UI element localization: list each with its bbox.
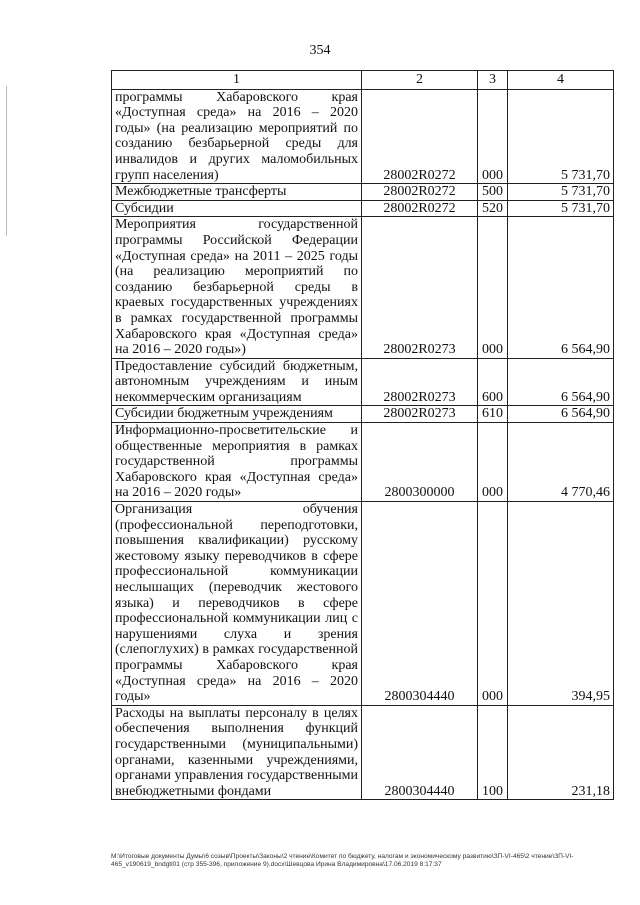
table-row [112,89,614,184]
amount-cell: 394,95 [508,502,614,706]
amount-cell: 6 564,90 [508,406,614,423]
table-row [112,502,614,706]
budget-table [111,70,614,800]
table-row [112,184,614,201]
expense-type-cell: 500 [478,184,508,201]
table-row [112,200,614,217]
expense-name-cell: Расходы на выплаты персоналу в целях обеспечения выполнения функций государственными (муниципальными) органами, казенными учреждениями, органами управления государственными внебюджетными фондами [112,705,362,800]
expense-type-cell: 610 [478,406,508,423]
file-path-footer: M:\Итоговые документы Думы\6 созыв\Проекты\Законы\2 чтение\Комитет по бюджету, налогам и экономическому развитию\ЗП-VI-465\2 чтение\ЗП-VI-465_v190619_bndgtl01 (стр 355-396, приложение 9).docx\Шевцова Ирина Владимировна\17.06.2019 8:17:37 [111,853,574,868]
amount-cell: 231,18 [508,705,614,800]
expense-name-cell: программы Хабаровского края «Доступная среда» на 2016 – 2020 годы» (на реализацию мероприятий по созданию безбарьерной среды для инвалидов и других маломобильных групп населения) [112,89,362,184]
header-cell: 1 [112,71,362,90]
amount-cell: 5 731,70 [508,200,614,217]
target-code-cell: 2800304440 [362,502,478,706]
expense-name-cell: Мероприятия государственной программы Российской Федерации «Доступная среда» на 2011 – 2025 годы (на реализацию мероприятий по созданию безбарьерной среды в краевых государственных учреждениях в рамках государственной программы Хабаровского края «Доступная среда» на 2016 – 2020 годы») [112,217,362,358]
target-code-cell: 2800304440 [362,705,478,800]
table-row [112,406,614,423]
amount-cell: 5 731,70 [508,184,614,201]
page-number: 354 [309,43,331,58]
expense-type-cell: 000 [478,89,508,184]
target-code-cell: 2800300000 [362,423,478,502]
expense-type-cell: 520 [478,200,508,217]
amount-cell: 6 564,90 [508,358,614,406]
expense-name-cell: Межбюджетные трансферты [112,184,362,201]
expense-type-cell: 000 [478,502,508,706]
scan-margin-mark [6,86,7,236]
target-code-cell: 28002R0272 [362,200,478,217]
header-cell: 2 [362,71,478,90]
amount-cell: 5 731,70 [508,89,614,184]
expense-name-cell: Субсидии бюджетным учреждениям [112,406,362,423]
table-row [112,705,614,800]
expense-type-cell: 000 [478,217,508,358]
target-code-cell: 28002R0273 [362,217,478,358]
expense-name-cell: Организация обучения (профессиональной переподготовки, повышения квалификации) русскому жестовому языку переводчиков в сфере профессиональной коммуникации неслышащих (переводчик жестового языка) и переводчиков в сфере профессиональной коммуникации лиц с нарушениями слуха и зрения (слепоглухих) в рамках государственной программы Хабаровского края «Доступная среда» на 2016 – 2020 годы» [112,502,362,706]
table-header-row [112,71,614,90]
table-row [112,358,614,406]
expense-type-cell: 600 [478,358,508,406]
target-code-cell: 28002R0272 [362,184,478,201]
amount-cell: 4 770,46 [508,423,614,502]
target-code-cell: 28002R0273 [362,358,478,406]
target-code-cell: 28002R0273 [362,406,478,423]
target-code-cell: 28002R0272 [362,89,478,184]
header-cell: 4 [508,71,614,90]
header-cell: 3 [478,71,508,90]
expense-name-cell: Субсидии [112,200,362,217]
table-row [112,217,614,358]
amount-cell: 6 564,90 [508,217,614,358]
expense-name-cell: Информационно-просветительские и общественные мероприятия в рамках государственной программы Хабаровского края «Доступная среда» на 2016 – 2020 годы» [112,423,362,502]
expense-type-cell: 100 [478,705,508,800]
table-row [112,423,614,502]
expense-type-cell: 000 [478,423,508,502]
expense-name-cell: Предоставление субсидий бюджетным, автономным учреждениям и иным некоммерческим организациям [112,358,362,406]
